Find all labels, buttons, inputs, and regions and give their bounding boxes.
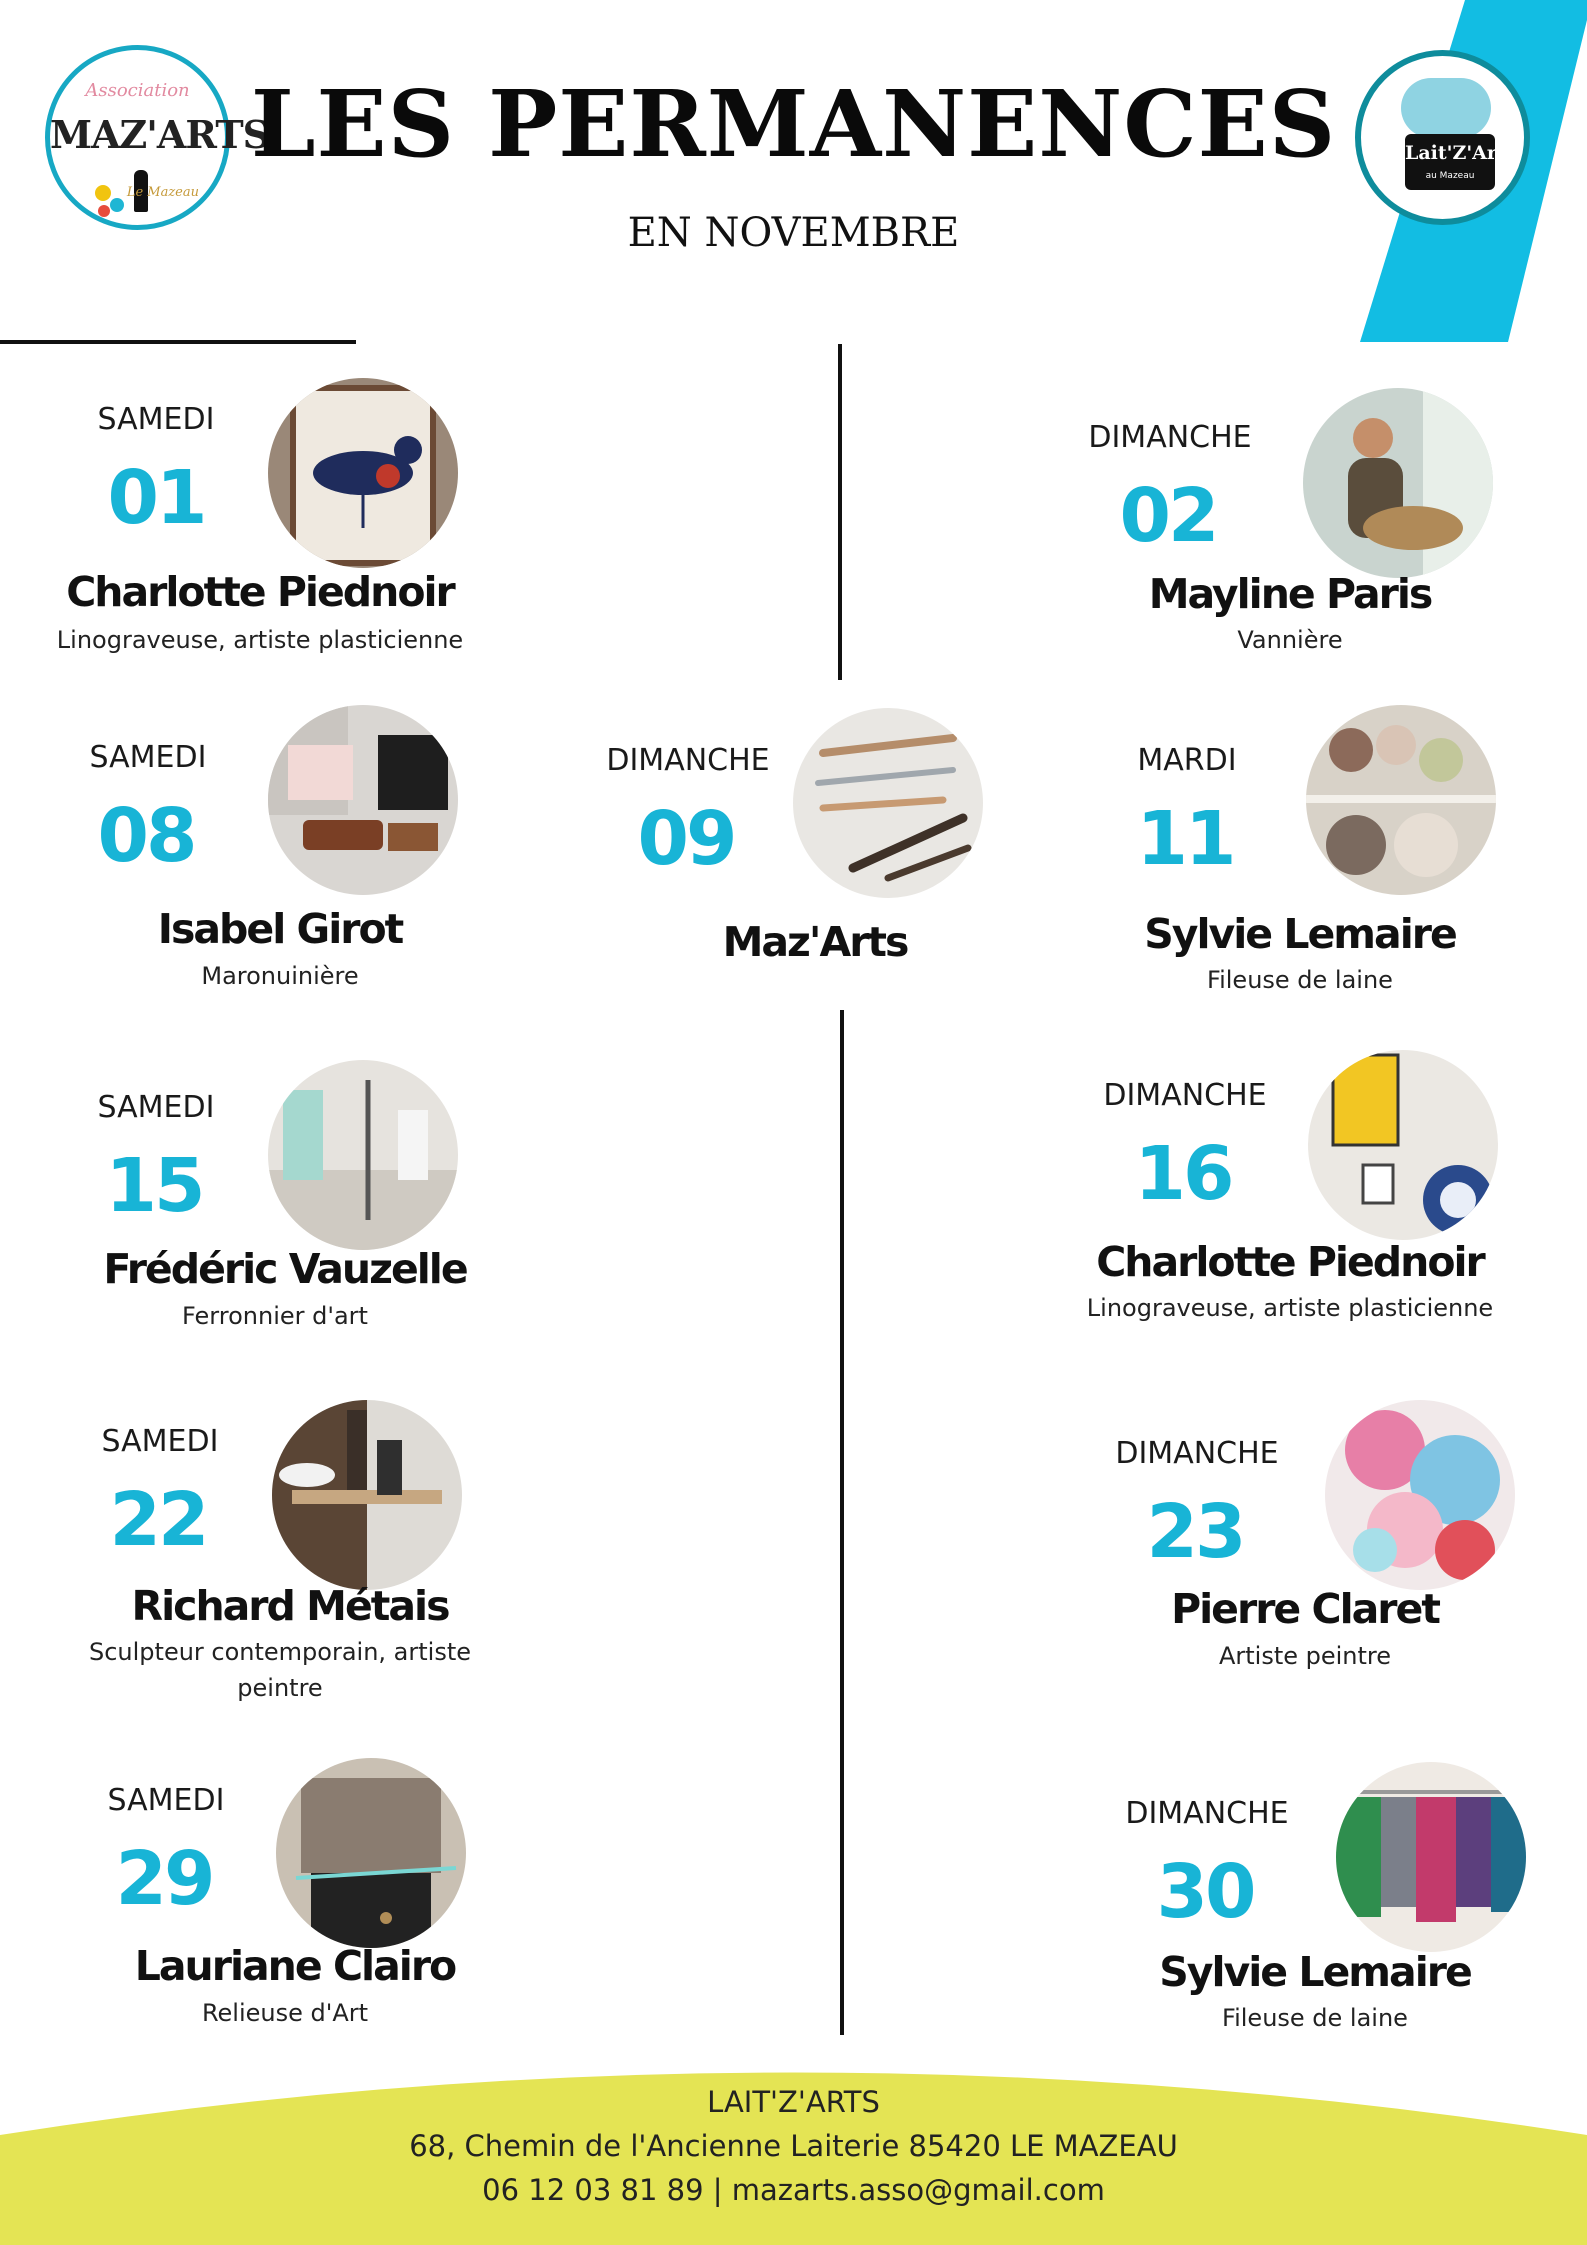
event-day: DIMANCHE: [1103, 1078, 1267, 1113]
event-date: 29: [115, 1836, 213, 1922]
artist-name: Frédéric Vauzelle: [103, 1245, 467, 1293]
event-day: SAMEDI: [107, 1783, 225, 1818]
artist-name: Charlotte Piednoir: [1096, 1238, 1484, 1286]
linocut-bird-photo: [268, 378, 458, 568]
sculptures-photo: [272, 1400, 462, 1590]
column-divider: [840, 1010, 844, 2035]
mask-icon: [95, 185, 111, 201]
artist-name: Sylvie Lemaire: [1144, 910, 1456, 958]
artist-name: Sylvie Lemaire: [1159, 1948, 1471, 1996]
wool-skeins-photo: [1306, 705, 1496, 895]
event-date: 15: [105, 1143, 203, 1229]
page-title: LES PERMANENCES: [250, 70, 1337, 178]
logo-left-main: MAZ'ARTS: [50, 112, 270, 157]
artist-name: Charlotte Piednoir: [66, 568, 454, 616]
event-date: 08: [97, 793, 195, 879]
artist-role: Ferronnier d'art: [182, 1302, 368, 1330]
page-subtitle: EN NOVEMBRE: [627, 210, 960, 256]
artist-name: Richard Métais: [131, 1582, 449, 1630]
basket-weaving-photo: [1303, 388, 1493, 578]
abstract-painting-photo: [1325, 1400, 1515, 1590]
artist-role: Sculpteur contemporain, artiste peintre: [88, 1638, 472, 1702]
artist-name: Lauriane Clairo: [134, 1942, 456, 1990]
logo-left-sub: Le Mazeau: [126, 185, 199, 200]
event-day: DIMANCHE: [1088, 420, 1252, 455]
artist-name: Mayline Paris: [1148, 570, 1432, 618]
event-date: 02: [1119, 473, 1217, 559]
artist-role: Linograveuse, artiste plasticienne: [1086, 1294, 1494, 1322]
event-day: SAMEDI: [101, 1424, 219, 1459]
event-day: DIMANCHE: [606, 743, 770, 778]
artist-name: Pierre Claret: [1171, 1585, 1439, 1633]
footer-venue: LAIT'Z'ARTS: [707, 2085, 880, 2119]
artist-role: Fileuse de laine: [1222, 2004, 1408, 2032]
artist-role: Linograveuse, artiste plasticienne: [56, 626, 464, 654]
artist-role: Relieuse d'Art: [201, 1999, 369, 2027]
knives-photo: [793, 708, 983, 898]
footer-contact[interactable]: 06 12 03 81 89 | mazarts.asso@gmail.com: [482, 2173, 1105, 2207]
event-date: 01: [107, 455, 205, 541]
artist-name: Maz'Arts: [722, 918, 908, 966]
event-day: DIMANCHE: [1115, 1436, 1279, 1471]
header-divider: [0, 340, 356, 344]
artist-role: Maronuinière: [201, 962, 359, 990]
event-date: 09: [637, 796, 735, 882]
splash-icon: [1401, 78, 1491, 138]
event-date: 23: [1146, 1489, 1244, 1575]
gallery-ironwork-photo: [268, 1060, 458, 1250]
gallery-prints-photo: [1308, 1050, 1498, 1240]
event-day: SAMEDI: [97, 1090, 215, 1125]
event-day: MARDI: [1137, 743, 1237, 778]
bookbinding-photo: [276, 1758, 466, 1948]
artist-role: Artiste peintre: [1218, 1642, 1392, 1670]
event-day: SAMEDI: [97, 402, 215, 437]
event-date: 30: [1156, 1849, 1254, 1935]
column-divider: [838, 344, 842, 680]
event-date: 22: [109, 1477, 207, 1563]
event-day: SAMEDI: [89, 740, 207, 775]
knitwear-rack-photo: [1336, 1762, 1526, 1952]
laitzarts-logo: [1355, 50, 1530, 225]
leather-goods-photo: [268, 705, 458, 895]
logo-right-main: Lait'Z'Arts: [1405, 142, 1517, 164]
event-day: DIMANCHE: [1125, 1796, 1289, 1831]
artist-role: Vannière: [1237, 626, 1343, 654]
artist-name: Isabel Girot: [157, 905, 403, 953]
footer-address: 68, Chemin de l'Ancienne Laiterie 85420 LE MAZEAU: [409, 2129, 1178, 2163]
event-date: 16: [1134, 1131, 1232, 1217]
artist-role: Fileuse de laine: [1207, 966, 1393, 994]
logo-right-sub: au Mazeau: [1425, 171, 1475, 181]
event-date: 11: [1136, 796, 1234, 882]
logo-left-top: Association: [85, 80, 190, 101]
